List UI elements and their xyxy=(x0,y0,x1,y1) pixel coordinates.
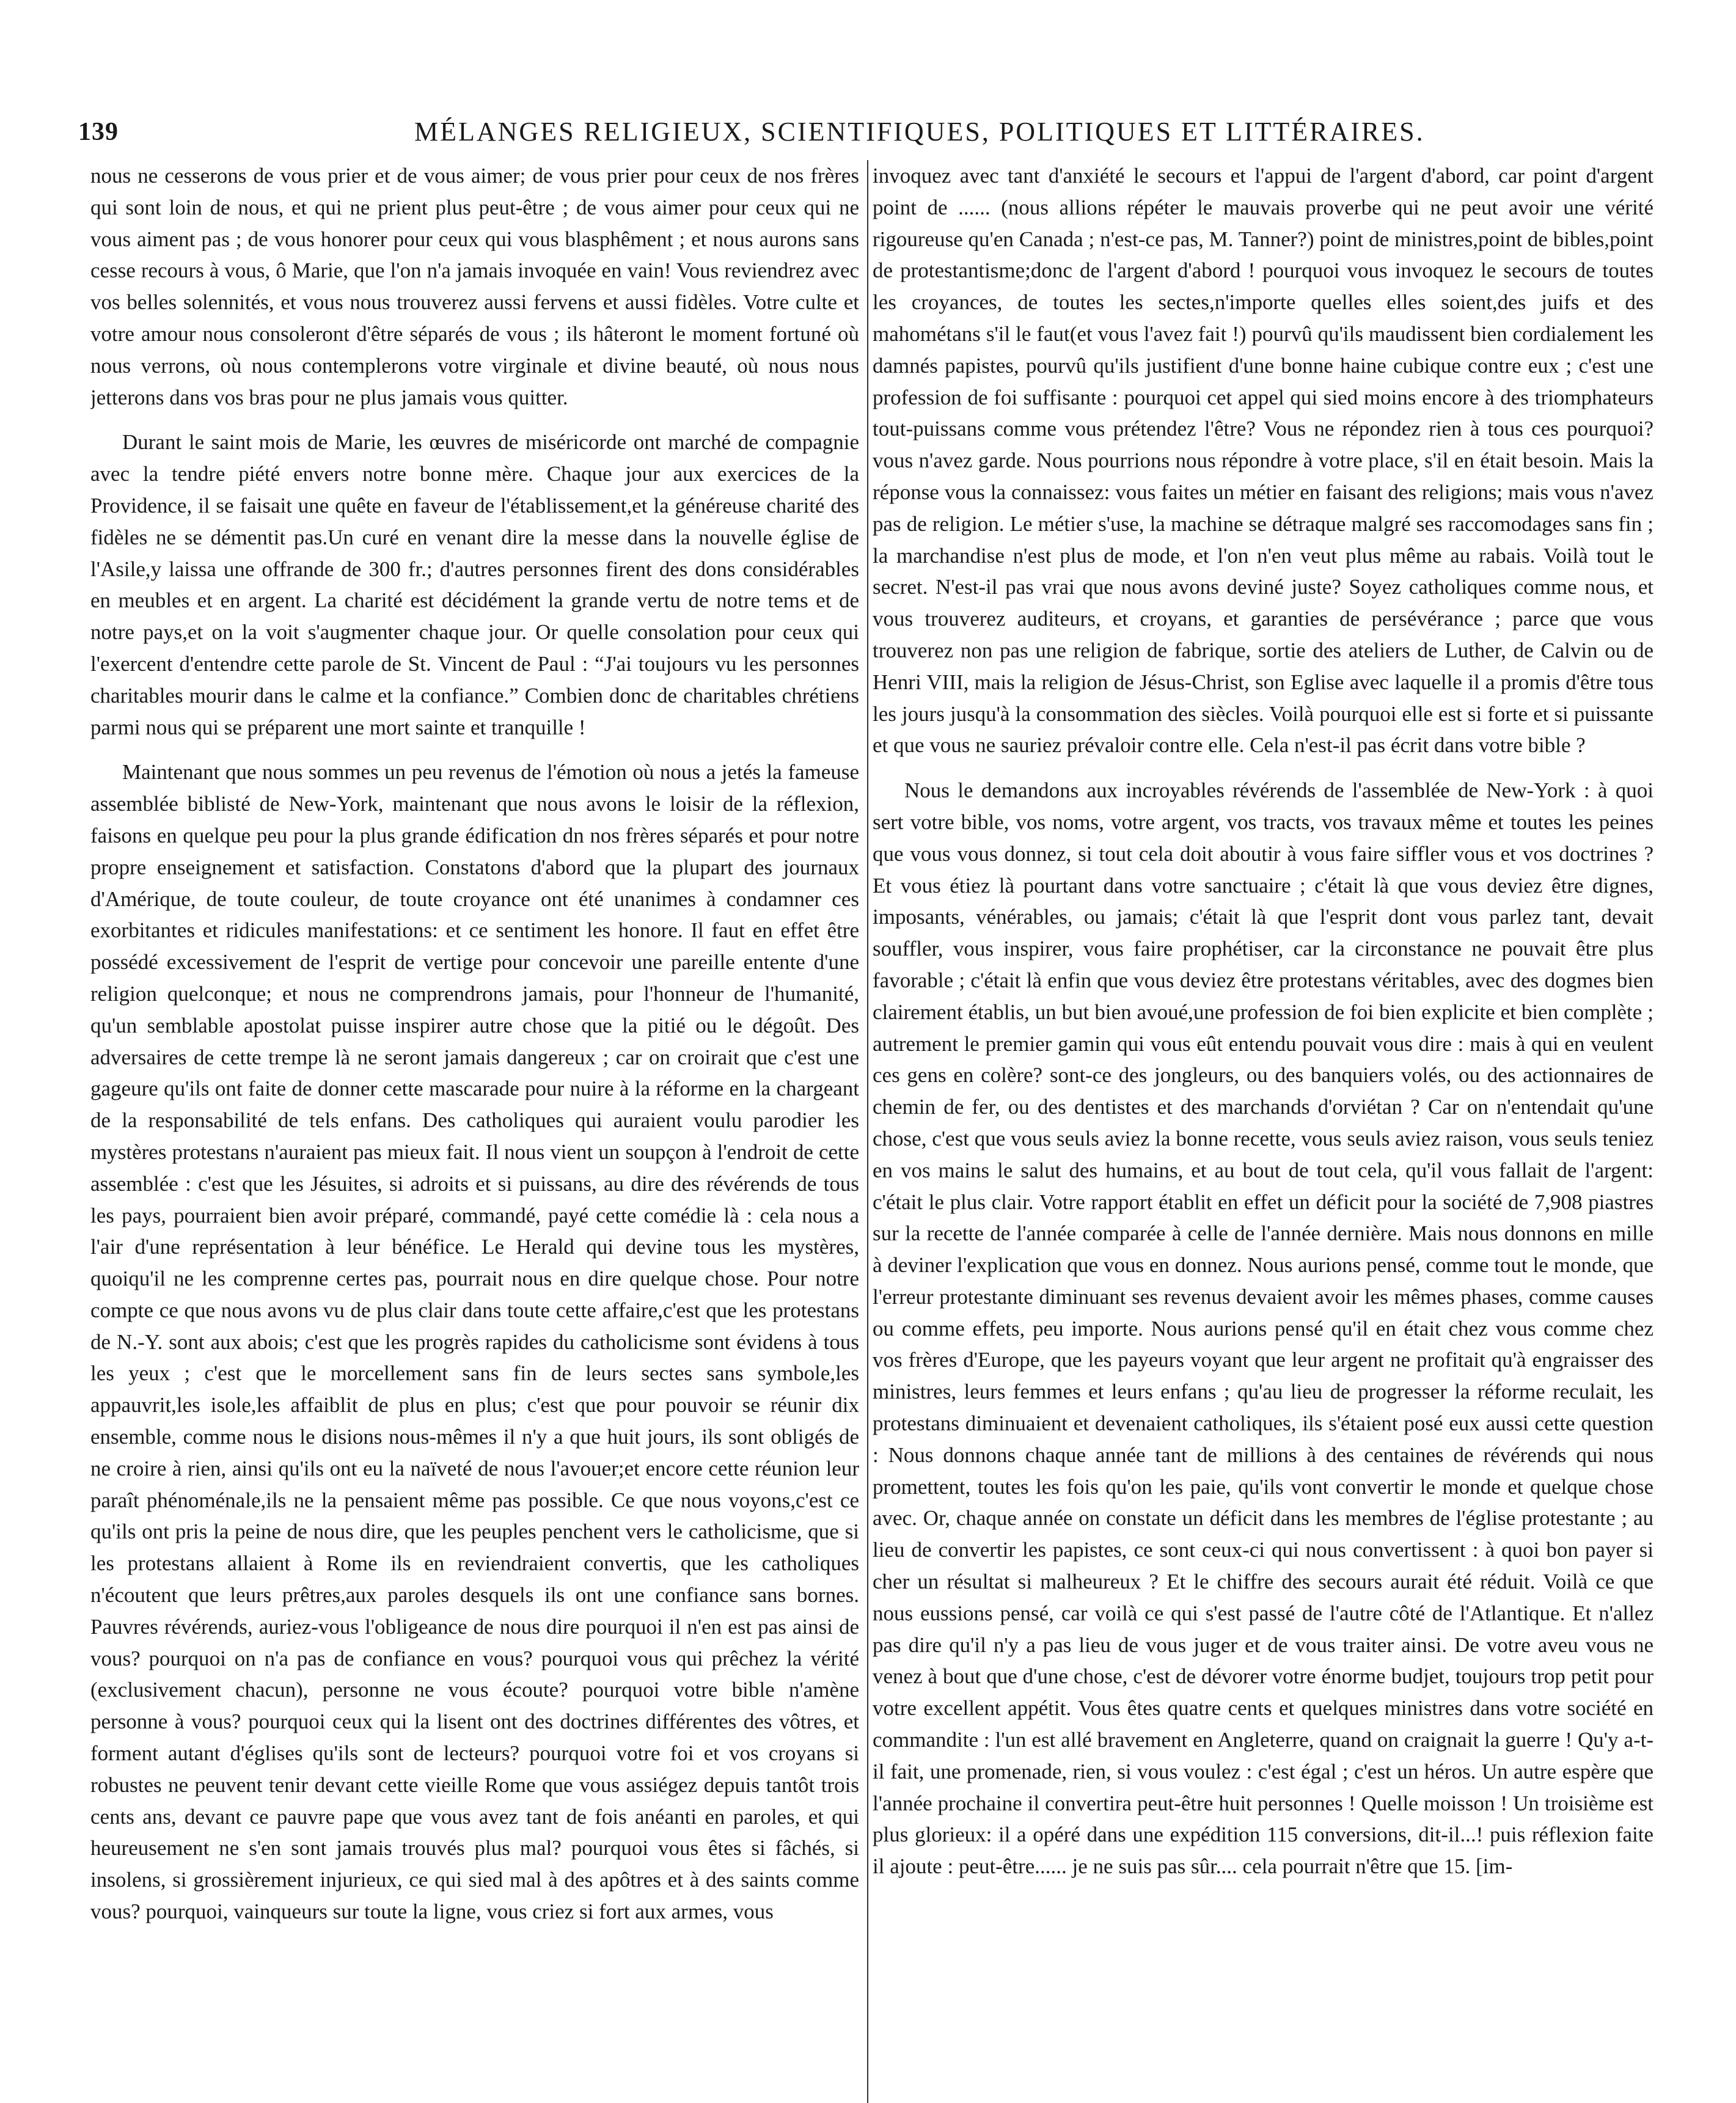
right-paragraph-1: invoquez avec tant d'anxiété le secours et l'appui de l'argent d'abord, car point d'argent point de ...... (nous allions répéter le mauvais proverbe qui ne peut avoir une vérité rigoureuse qu'en Canada ; n'est-ce pas, M. Tanner?) point de ministres,point de bibles,point de protestantisme;donc de l'argent d'abord ! pourquoi vous invoquez le secours de toutes les croyances, de toutes les sectes,n'importe quelles elles soient,des juifs et des mahométans s'il le faut(et vous l'avez fait !) pourvû qu'ils maudissent bien cordialement les damnés papistes, pourvû qu'ils justifient d'une bonne haine cubique contre eux ; c'est une profession de foi suffisante : pourquoi cet appel qui sied moins encore à des triomphateurs tout-puissans comme vous prétendez l'être? Vous ne répondez rien à tous ces pourquoi? vous n'avez garde. Nous pourrions nous répondre à votre place, s'il en était besoin. Mais la réponse vous la connaissez: vous faites un métier en faisant des religions; mais vous n'avez pas de religion. Le métier s'use, la machine se détraque malgré ses raccomodages sans fin ; la marchandise n'est plus de mode, et l'on n'en veut plus même au rabais. Voilà tout le secret. N'est-il pas vrai que nous avons deviné juste? Soyez catholiques comme nous, et vous trouverez auditeurs, et croyans, et garanties de persévérance ; parce que vous trouverez non pas une religion de fabrique, sortie des ateliers de Luther, de Calvin ou de Henri VIII, mais la religion de Jésus-Christ, son Eglise avec laquelle il a promis d'être tous les jours jusqu'à la consommation des siècles. Voilà pourquoi elle est si forte et si puissante et que vous ne sauriez prévaloir contre elle. Cela n'est-il pas écrit dans votre bible ? xyxy=(873,164,1654,758)
column-divider xyxy=(867,160,868,2103)
left-paragraph-2: Durant le saint mois de Marie, les œuvres de miséricorde ont marché de compagnie avec la tendre piété envers notre bonne mère. Chaque jour aux exercices de la Providence, il se faisait une quête en faveur de l'établissement,et la généreuse charité des fidèles ne se démentit pas.Un curé en venant dire la messe dans la nouvelle église de l'Asile,y laissa une offrande de 300 fr.; d'autres personnes firent des dons considérables en meubles et en argent. La charité est décidément la grande vertu de notre tems et de notre pays,et on la voit s'augmenter chaque jour. Or quelle consolation pour ceux qui l'exercent d'entendre cette parole de St. Vincent de Paul : “J'ai toujours vu les personnes charitables mourir dans le calme et la confiance.” Combien donc de charitables chrétiens parmi nous qui se préparent une mort sainte et tranquille ! xyxy=(90,430,859,739)
left-paragraph-3: Maintenant que nous sommes un peu revenus de l'émotion où nous a jetés la fameuse assemblée biblisté de New-York, maintenant que nous avons le loisir de la réflexion, faisons en quelque peu pour la plus grande édification dn nos frères séparés et pour notre propre enseignement et satisfaction. Constatons d'abord que la plupart des journaux d'Amérique, de toute couleur, de toute croyance ont été unanimes à condamner ces exorbitantes et ridicules manifestations: et ce sentiment les honore. Il faut en effet être possédé excessivement de l'esprit de vertige pour concevoir une pareille entente d'une religion quelconque; et nous ne comprendrons jamais, pour l'honneur de l'humanité, qu'un semblable apostolat puisse inspirer autre chose que la pitié ou le dégoût. Des adversaires de cette trempe là ne seront jamais dangereux ; car on croirait que c'est une gageure qu'ils ont faite de donner cette mascarade pour nuire à la réforme en la chargeant de la responsabilité de tels enfans. Des catholiques qui auraient voulu parodier les mystères protestans n'auraient pas mieux fait. Il nous vient un soupçon à l'endroit de cette assemblée : c'est que les Jésuites, si adroits et si puissans, au dire des révérends de tous les pays, pourraient bien avoir préparé, commandé, payé cette comédie là : cela nous a l'air d'une représentation à leur bénéfice. Le Herald qui devine tous les mystères, quoiqu'il ne les comprenne certes pas, pourrait nous en dire quelque chose. Pour notre compte ce que nous avons vu de plus clair dans toute cette affaire,c'est que les protestans de N.-Y. sont aux abois; c'est que les progrès rapides du catholicisme sont évidens à tous les yeux ; c'est que le morcellement sans fin de leurs sectes sans symbole,les appauvrit,les isole,les affaiblit de plus en plus; c'est que pour pouvoir se réunir dix ensemble, comme nous le disions nous-mêmes il n'y a que huit jours, ils sont obligés de ne croire à rien, ainsi qu'ils ont eu la naïveté de nous l'avouer;et encore cette réunion leur paraît phénoménale,ils ne la pensaient même pas possible. Ce que nous voyons,c'est ce qu'ils ont pris la peine de nous dire, que les peuples penchent vers le catholicisme, que si les protestans allaient à Rome ils en reviendraient convertis, que les catholiques n'écoutent que leurs prêtres,aux paroles desquels ils ont une confiance sans bornes. Pauvres révérends, auriez-vous l'obligeance de nous dire pourquoi il n'en est pas ainsi de vous? pourquoi on n'a pas de confiance en vous? pourquoi vous qui prêchez la vérité (exclusivement chacun), personne ne vous écoute? pourquoi votre bible n'amène personne à vous? pourquoi ceux qui la lisent ont des doctrines différentes des vôtres, et forment autant d'églises qu'ils sont de lecteurs? pourquoi votre foi et vos croyans si robustes ne peuvent tenir devant cette vieille Rome que vous assiégez depuis tantôt trois cents ans, devant ce pauvre pape que vous avez tant de fois anéanti en paroles, et qui heureusement ne s'en sont jamais trouvés plus mal? pourquoi vous êtes si fâchés, si insolens, si grossièrement injurieux, ce qui sied mal à des apôtres et à des saints comme vous? pourquoi, vainqueurs sur toute la ligne, vous criez si fort aux armes, vous xyxy=(90,760,859,1924)
right-paragraph-2: Nous le demandons aux incroyables révérends de l'assemblée de New-York : à quoi sert votre bible, vos noms, votre argent, vos tracts, vos travaux même et toutes les peines que vous vous donnez, si tout cela doit aboutir à vous faire siffler vous et vos doctrines ? Et vous étiez là pourtant dans votre sanctuaire ; c'était là que vous deviez être dignes, imposants, vénérables, ou jamais; c'était là que l'esprit dont vous parlez tant, devait souffler, vous inspirer, vous faire prophétiser, car la circonstance ne pouvait être plus favorable ; c'était là enfin que vous deviez être protestans véritables, avec des dogmes bien clairement établis, un but bien avoué,une profession de foi bien explicite et bien complète ; autrement le premier gamin qui vous eût entendu pouvait vous dire : mais à qui en veulent ces gens en colère? sont-ce des jongleurs, ou des banquiers volés, ou des actionnaires de chemin de fer, ou des dentistes et des marchands d'orviétan ? Car on n'entendait qu'une chose, c'est que vous seuls aviez la bonne recette, vous seuls aviez raison, vous seuls teniez en vos mains le salut des humains, et au bout de tout cela, qu'il vous fallait de l'argent: c'était le plus clair. Votre rapport établit en effet un déficit pour la société de 7,908 piastres sur la recette de l'année comparée à celle de l'année dernière. Mais nous donnons en mille à deviner l'explication que vous en donnez. Nous aurions pensé, comme tout le monde, que l'erreur protestante diminuant ses revenus devaient avoir les mêmes phases, comme causes ou comme effets, peu importe. Nous aurions pensé qu'il en était chez vous comme chez vos frères d'Europe, que les payeurs voyant que leur argent ne profitait qu'à engraisser des ministres, leurs femmes et leurs enfans ; qu'au lieu de progresser la réforme reculait, les protestans diminuaient et devenaient catholiques, ils s'étaient posé eux aussi cette question : Nous donnons chaque année tant de millions à des centaines de révérends qui nous promettent, toutes les fois qu'on les paie, qu'ils vont convertir le monde et quelque chose avec. Or, chaque année on constate un déficit dans les membres de l'église protestante ; au lieu de convertir les papistes, ce sont ceux-ci qui nous convertissent : à quoi bon payer si cher un résultat si malheureux ? Et le chiffre des secours aurait été réduit. Voilà ce que nous eussions pensé, car voilà ce qui s'est passé de l'autre côté de l'Atlantique. Et n'allez pas dire qu'il n'y a pas lieu de vous juger et de vous traiter ainsi. De votre aveu vous ne venez à bout que d'une chose, c'est de dévorer votre énorme budjet, toujours trop petit pour votre excellent appétit. Vous êtes quatre cents et quelques ministres dans votre société en commandite : l'un est allé bravement en Angleterre, quand on craignait la guerre ! Qu'y a-t-il fait, une promenade, rien, si vous voulez : c'est égal ; c'est un héros. Un autre espère que l'année prochaine il convertira peut-être huit personnes ! Quelle moisson ! Un troisième est plus glorieux: il a opéré dans une expédition 115 conversions, dit-il...! puis réflexion faite il ajoute : peut-être...... je ne suis pas sûr.... cela pourrait n'être que 15. [im- xyxy=(873,778,1654,1879)
left-paragraph-1: nous ne cesserons de vous prier et de vous aimer; de vous prier pour ceux de nos frères qui sont loin de nous, et qui ne prient plus peut-être ; de vous aimer pour ceux qui ne vous aiment pas ; de vous honorer pour ceux qui vous blasphêment ; et nous aurons sans cesse recours à vous, ô Marie, que l'on n'a jamais invoquée en vain! Vous reviendrez avec vos belles solennités, et vous nous trouverez aussi fervens et aussi fidèles. Votre culte et votre amour nous consoleront d'être séparés de vous ; ils hâteront le moment fortuné où nous verrons, où nous contemplerons votre virginale et divine beauté, où nous nous jetterons dans vos bras pour ne plus jamais vous quitter. xyxy=(90,164,859,409)
running-title: MÉLANGES RELIGIEUX, SCIENTIFIQUES, POLITIQUES ET LITTÉRAIRES. xyxy=(414,117,1425,147)
left-column xyxy=(90,160,859,2100)
page-number: 139 xyxy=(78,118,119,146)
page-header xyxy=(72,114,1425,150)
right-column xyxy=(873,160,1654,2100)
